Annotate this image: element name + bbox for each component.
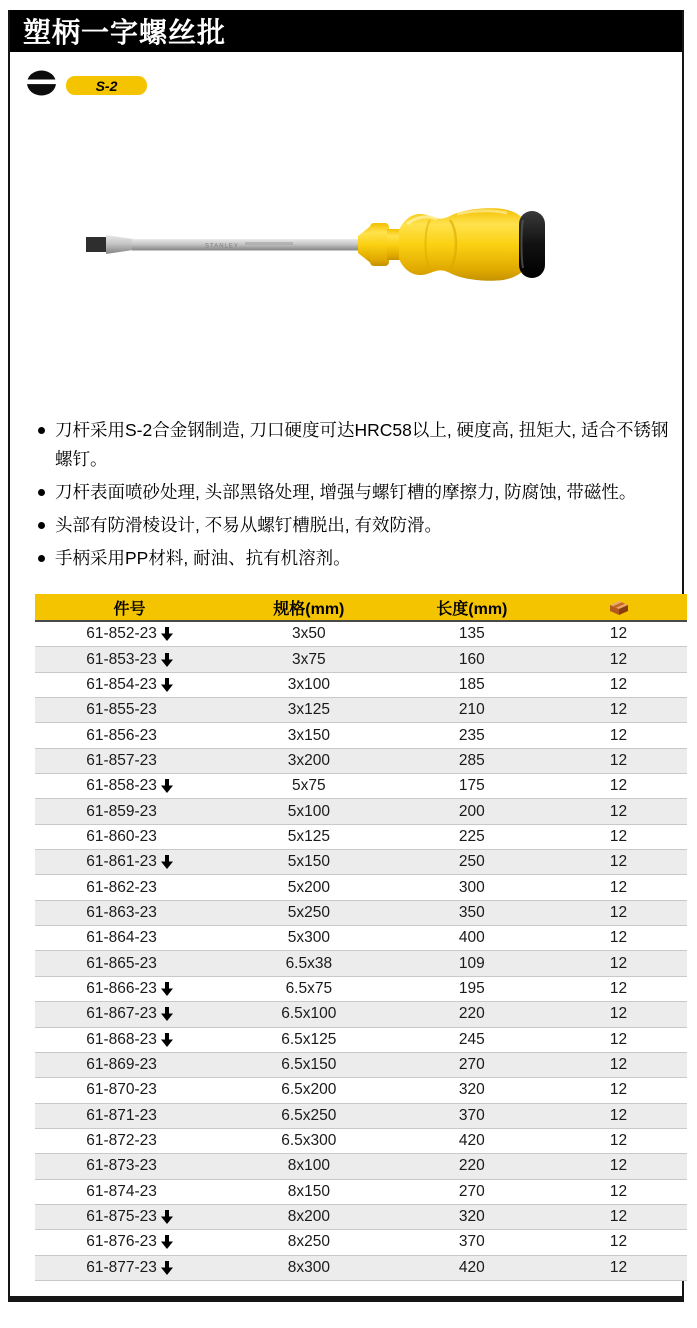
feature-bullet-list — [38, 416, 680, 577]
table-row — [35, 1078, 687, 1103]
part-number-cell — [35, 951, 224, 975]
shaft-brand-text: STANLEY — [205, 243, 239, 250]
new-item-arrow-icon — [161, 678, 173, 692]
new-item-arrow-icon — [161, 1261, 173, 1275]
pack-qty-cell: 12 — [609, 853, 628, 871]
part-number-cell — [35, 673, 224, 697]
pack-qty-cell: 12 — [609, 726, 628, 744]
spec-cell: 5x250 — [287, 903, 330, 921]
spec-cell: 6.5x100 — [281, 1005, 337, 1023]
pack-qty-cell: 12 — [609, 954, 628, 972]
part-number: 61-874-23 — [86, 1182, 157, 1200]
part-number-cell — [35, 825, 224, 849]
spec-cell: 5x300 — [287, 929, 330, 947]
part-number-cell — [35, 647, 224, 671]
table-row — [35, 1028, 687, 1053]
spec-cell: 3x75 — [292, 650, 326, 668]
part-number: 61-871-23 — [86, 1106, 157, 1124]
table-row — [35, 1154, 687, 1179]
col-header-length: 长度(mm) — [436, 600, 508, 618]
table-row — [35, 875, 687, 900]
part-number: 61-869-23 — [86, 1056, 157, 1074]
pack-qty-cell: 12 — [609, 701, 628, 719]
catalog-page-frame — [8, 10, 684, 1302]
length-cell: 370 — [458, 1233, 485, 1251]
spec-cell: 8x200 — [287, 1208, 330, 1226]
part-number-cell — [35, 1154, 224, 1178]
pack-qty-cell: 12 — [609, 878, 628, 896]
pack-qty-cell: 12 — [609, 1157, 628, 1175]
part-number: 61-872-23 — [86, 1132, 157, 1150]
spec-cell: 3x100 — [287, 675, 330, 693]
table-row — [35, 825, 687, 850]
table-row — [35, 1180, 687, 1205]
table-row — [35, 647, 687, 672]
pack-qty-cell: 12 — [609, 903, 628, 921]
part-number-cell — [35, 1180, 224, 1204]
part-number-cell — [35, 1053, 224, 1077]
part-number-cell — [35, 749, 224, 773]
new-item-arrow-icon — [161, 653, 173, 667]
table-row — [35, 977, 687, 1002]
spec-cell: 5x200 — [287, 878, 330, 896]
part-number-cell — [35, 875, 224, 899]
new-item-arrow-icon — [161, 1033, 173, 1047]
feature-bullet: 刀杆采用S-2合金钢制造, 刀口硬度可达HRC58以上, 硬度高, 扭矩大, 适合不锈钢螺钉。 — [38, 416, 680, 474]
part-number-cell — [35, 1028, 224, 1052]
table-row — [35, 622, 687, 647]
part-number-cell — [35, 1078, 224, 1102]
part-number-cell — [35, 1002, 224, 1026]
new-item-arrow-icon — [161, 982, 173, 996]
part-number-cell — [35, 698, 224, 722]
length-cell: 175 — [458, 777, 485, 795]
col-header-part-number: 件号 — [113, 600, 146, 618]
new-item-arrow-icon — [161, 1235, 173, 1249]
slotted-screwdriver-tip-icon — [26, 70, 57, 101]
product-photo-screwdriver — [77, 200, 547, 295]
table-row — [35, 1205, 687, 1230]
part-number: 61-853-23 — [86, 650, 157, 668]
table-row — [35, 1256, 687, 1281]
part-number-cell — [35, 926, 224, 950]
spec-cell: 8x300 — [287, 1258, 330, 1276]
part-number-cell — [35, 1205, 224, 1229]
table-row — [35, 799, 687, 824]
spec-table-body — [35, 622, 687, 1281]
pack-qty-cell: 12 — [609, 1005, 628, 1023]
part-number: 61-875-23 — [86, 1208, 157, 1226]
table-row — [35, 698, 687, 723]
length-cell: 220 — [458, 1157, 485, 1175]
length-cell: 370 — [458, 1106, 485, 1124]
pack-qty-cell: 12 — [609, 979, 628, 997]
spec-table — [35, 594, 687, 1281]
pack-qty-cell: 12 — [609, 1030, 628, 1048]
spec-cell: 8x250 — [287, 1233, 330, 1251]
table-row — [35, 1230, 687, 1255]
part-number: 61-860-23 — [86, 827, 157, 845]
part-number-cell — [35, 799, 224, 823]
spec-cell: 5x100 — [287, 802, 330, 820]
part-number-cell — [35, 1230, 224, 1254]
part-number: 61-859-23 — [86, 802, 157, 820]
part-number: 61-873-23 — [86, 1157, 157, 1175]
table-row — [35, 926, 687, 951]
tip-type-row — [26, 70, 147, 101]
length-cell: 235 — [458, 726, 485, 744]
part-number: 61-877-23 — [86, 1258, 157, 1276]
pack-qty-cell: 12 — [609, 751, 628, 769]
length-cell: 109 — [458, 954, 485, 972]
table-row — [35, 723, 687, 748]
spec-cell: 6.5x150 — [281, 1056, 337, 1074]
pack-qty-cell: 12 — [609, 625, 628, 643]
part-number-cell — [35, 622, 224, 646]
spec-cell: 6.5x125 — [281, 1030, 337, 1048]
length-cell: 270 — [458, 1182, 485, 1200]
part-number-cell — [35, 977, 224, 1001]
spec-cell: 5x75 — [292, 777, 326, 795]
part-number-cell — [35, 901, 224, 925]
length-cell: 200 — [458, 802, 485, 820]
table-row — [35, 749, 687, 774]
length-cell: 210 — [458, 701, 485, 719]
spec-cell: 3x50 — [292, 625, 326, 643]
part-number-cell — [35, 850, 224, 874]
pack-qty-cell: 12 — [609, 1132, 628, 1150]
length-cell: 300 — [458, 878, 485, 896]
part-number: 61-864-23 — [86, 929, 157, 947]
part-number-cell — [35, 774, 224, 798]
table-row — [35, 951, 687, 976]
pack-qty-cell: 12 — [609, 827, 628, 845]
table-row — [35, 1104, 687, 1129]
spec-cell: 3x150 — [287, 726, 330, 744]
carton-box-icon — [608, 599, 630, 616]
part-number-cell — [35, 1129, 224, 1153]
table-row — [35, 850, 687, 875]
length-cell: 185 — [458, 675, 485, 693]
pack-qty-cell: 12 — [609, 1208, 628, 1226]
spec-cell: 6.5x38 — [285, 954, 333, 972]
part-number: 61-865-23 — [86, 954, 157, 972]
spec-table-header — [35, 594, 687, 622]
page-title-bar — [10, 10, 682, 52]
length-cell: 160 — [458, 650, 485, 668]
table-row — [35, 673, 687, 698]
blade-tip — [86, 237, 106, 252]
part-number: 61-863-23 — [86, 903, 157, 921]
part-number-cell — [35, 723, 224, 747]
spec-cell: 6.5x200 — [281, 1081, 337, 1099]
part-number: 61-870-23 — [86, 1081, 157, 1099]
feature-bullet: 手柄采用PP材料, 耐油、抗有机溶剂。 — [38, 544, 680, 573]
pack-qty-cell: 12 — [609, 675, 628, 693]
part-number: 61-857-23 — [86, 751, 157, 769]
pack-qty-cell: 12 — [609, 1106, 628, 1124]
pack-qty-cell: 12 — [609, 1233, 628, 1251]
part-number: 61-861-23 — [86, 853, 157, 871]
part-number: 61-866-23 — [86, 979, 157, 997]
spec-cell: 6.5x250 — [281, 1106, 337, 1124]
pack-qty-cell: 12 — [609, 777, 628, 795]
new-item-arrow-icon — [161, 1210, 173, 1224]
pack-qty-cell: 12 — [609, 1182, 628, 1200]
length-cell: 135 — [458, 625, 485, 643]
spec-cell: 8x100 — [287, 1157, 330, 1175]
length-cell: 420 — [458, 1132, 485, 1150]
length-cell: 350 — [458, 903, 485, 921]
pack-qty-cell: 12 — [609, 1056, 628, 1074]
length-cell: 285 — [458, 751, 485, 769]
tip-size-badge: S-2 — [66, 76, 147, 95]
table-row — [35, 901, 687, 926]
part-number-cell — [35, 1104, 224, 1128]
part-number: 61-858-23 — [86, 777, 157, 795]
length-cell: 245 — [458, 1030, 485, 1048]
page-title: 塑柄一字螺丝批 — [23, 17, 227, 48]
table-row — [35, 1002, 687, 1027]
new-item-arrow-icon — [161, 855, 173, 869]
spec-cell: 6.5x300 — [281, 1132, 337, 1150]
new-item-arrow-icon — [161, 627, 173, 641]
feature-bullet: 头部有防滑棱设计, 不易从螺钉槽脱出, 有效防滑。 — [38, 511, 680, 540]
length-cell: 270 — [458, 1056, 485, 1074]
length-cell: 400 — [458, 929, 485, 947]
length-cell: 195 — [458, 979, 485, 997]
spec-cell: 6.5x75 — [285, 979, 333, 997]
length-cell: 420 — [458, 1258, 485, 1276]
spec-cell: 3x125 — [287, 701, 330, 719]
table-row — [35, 1129, 687, 1154]
new-item-arrow-icon — [161, 779, 173, 793]
part-number: 61-855-23 — [86, 701, 157, 719]
part-number: 61-862-23 — [86, 878, 157, 896]
length-cell: 320 — [458, 1208, 485, 1226]
pack-qty-cell: 12 — [609, 1258, 628, 1276]
col-header-spec: 规格(mm) — [273, 600, 345, 618]
part-number: 61-854-23 — [86, 675, 157, 693]
part-number: 61-876-23 — [86, 1233, 157, 1251]
pack-qty-cell: 12 — [609, 802, 628, 820]
feature-bullet: 刀杆表面喷砂处理, 头部黑铬处理, 增强与螺钉槽的摩擦力, 防腐蚀, 带磁性。 — [38, 478, 680, 507]
new-item-arrow-icon — [161, 1007, 173, 1021]
part-number: 61-856-23 — [86, 726, 157, 744]
pack-qty-cell: 12 — [609, 1081, 628, 1099]
length-cell: 225 — [458, 827, 485, 845]
length-cell: 220 — [458, 1005, 485, 1023]
part-number-cell — [35, 1256, 224, 1280]
table-row — [35, 774, 687, 799]
part-number: 61-852-23 — [86, 625, 157, 643]
part-number: 61-867-23 — [86, 1005, 157, 1023]
table-row — [35, 1053, 687, 1078]
spec-cell: 5x125 — [287, 827, 330, 845]
length-cell: 320 — [458, 1081, 485, 1099]
spec-cell: 8x150 — [287, 1182, 330, 1200]
part-number: 61-868-23 — [86, 1030, 157, 1048]
pack-qty-cell: 12 — [609, 929, 628, 947]
spec-cell: 3x200 — [287, 751, 330, 769]
spec-cell: 5x150 — [287, 853, 330, 871]
length-cell: 250 — [458, 853, 485, 871]
pack-qty-cell: 12 — [609, 650, 628, 668]
col-header-pack-qty — [550, 599, 687, 616]
